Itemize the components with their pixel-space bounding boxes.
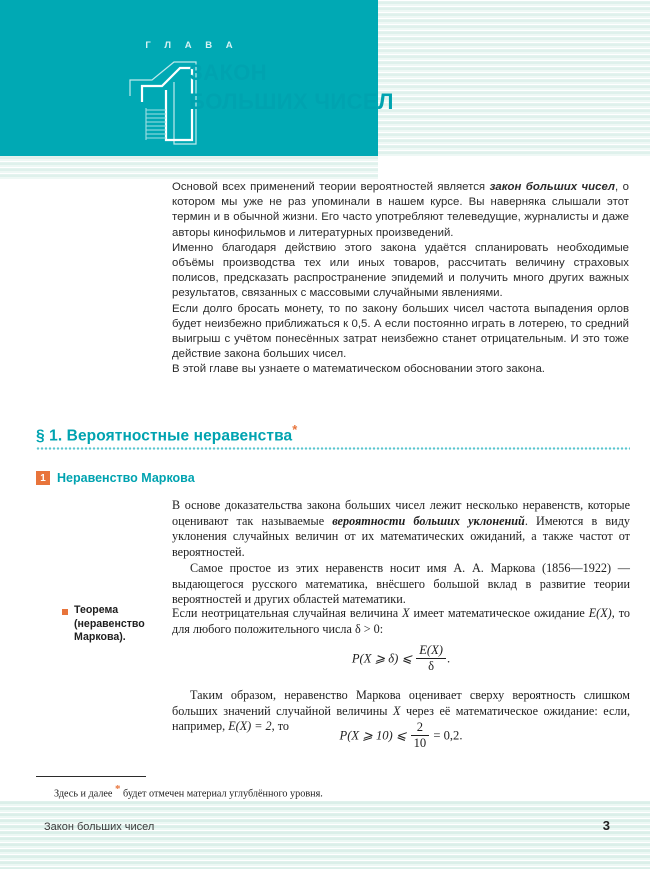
formula-2-numerator: 2 [411, 721, 430, 736]
header-stripe-lower-left [0, 155, 378, 179]
paragraph-markov-biography [172, 561, 630, 608]
footer-chapter-title: Закон больших чисел [44, 821, 155, 833]
paragraph-proof-basis [172, 498, 630, 560]
formula-markov-inequality [172, 645, 630, 674]
formula-1-lhs: P(X ⩾ δ) ⩽ [351, 651, 416, 666]
proof-emphasis: вероятности больших уклонений [332, 513, 525, 528]
theorem-label-text [74, 604, 145, 645]
intro-p1-emphasis: закон больших чисел [489, 181, 616, 193]
proof-part2: . Имеются в виду уклонения случайных величин от их математических ожиданий, а также частот от вероятностей. [172, 513, 631, 559]
paragraph-theorem-statement [172, 606, 630, 637]
thus-part2: через её математическое ожидание: если, например, [172, 703, 631, 734]
formula-markov-example [172, 722, 630, 751]
section-dotted-divider [36, 447, 630, 450]
theorem-margin-label [62, 604, 166, 645]
footnote-asterisk-icon: * [115, 783, 121, 795]
page-title [189, 58, 394, 116]
intro-paragraph-1 [172, 180, 629, 241]
theorem-part1: Если неотрицательная случайная величина [172, 606, 403, 620]
formula-1-fraction [416, 644, 446, 673]
proof-part1: В основе доказательства закона больших чисел лежит несколько неравенств, которые оценивают так называемые [172, 498, 630, 528]
thus-part3: , то [271, 719, 289, 734]
page-footer [0, 800, 650, 869]
subsection-number-badge: 1 [36, 471, 50, 485]
markov-bio-text: Самое простое из этих неравенств носит имя А. А. Маркова (1856—1922) — выдающегося русского математика, внёсшего большой вклад в развитие теории вероятностей и других областей математики. [172, 561, 630, 607]
footnote-before-star: Здесь и далее [54, 788, 115, 800]
theorem-expectation: E(X) [588, 606, 612, 620]
title-line-2: БОЛЬШИХ ЧИСЕЛ [189, 89, 394, 114]
formula-1-numerator: E(X) [416, 644, 446, 659]
footnote-text [54, 782, 614, 801]
intro-paragraph-4: В этой главе вы узнаете о математическом обосновании этого закона. [172, 363, 545, 376]
title-line-1: ЗАКОН [189, 60, 268, 85]
formula-2-lhs: P(X ⩾ 10) ⩽ [339, 728, 410, 743]
chapter-header [0, 0, 650, 178]
section-heading-asterisk: * [292, 422, 298, 437]
intro-text-block [172, 180, 629, 378]
thus-expectation-value: E(X) = 2 [228, 719, 272, 734]
intro-paragraph-3: Если долго бросать монету, то по закону больших чисел частота выпадения орлов будет неизбежно приближаться к 0,5. А если постоянно играть в лотерею, то средний выигрыш с учётом понесённых затрат неизбежно станет отрицательным. И это тоже действие закона больших чисел. [172, 302, 629, 361]
theorem-part3: , то для любого положительного числа δ > 0: [172, 606, 630, 636]
theorem-label-line-2: (неравенство [74, 617, 145, 630]
thus-part1: Таким образом, неравенство Маркова оценивает сверху вероятность слишком больших значений случайной величины [172, 688, 630, 718]
footer-page-number: 3 [602, 818, 610, 833]
theorem-label-line-3: Маркова). [74, 631, 126, 644]
section-heading-text: § 1. Вероятностные неравенства [36, 427, 293, 445]
footnote-after-star: будет отмечен материал углублённого уровня. [120, 788, 323, 800]
formula-1-tail: . [446, 651, 451, 666]
theorem-variable-x: X [402, 606, 410, 620]
chapter-word-label: Г Л А В А [145, 40, 239, 51]
formula-2-denominator: 10 [413, 736, 427, 750]
formula-1-denominator: δ [428, 659, 435, 673]
section-heading [36, 422, 630, 445]
theorem-label-line-1: Теорема [74, 604, 119, 616]
square-bullet-icon [62, 609, 68, 615]
thus-variable-x: X [393, 703, 401, 718]
footnote-divider [36, 776, 146, 777]
formula-2-tail: = 0,2. [430, 728, 463, 743]
intro-p1-part1: Основой всех применений теории вероятностей является [172, 181, 490, 193]
intro-p1-part2: , о котором мы уже не раз упоминали в нашем курсе. Вы наверняка слышали этот термин и в обычной жизни. Его часто употребляют телеведущие, журналисты и даже авторы кинофильмов и литературных произведений. [172, 181, 629, 239]
formula-2-fraction [411, 721, 430, 750]
intro-paragraph-2: Именно благодаря действию этого закона удаётся спланировать необходимые объёмы производства тех или иных товаров, рассчитать величину страховых полисов, предсказать распространение эпидемий и получить много других важных результатов, связанных с массовыми случайными явлениями. [172, 241, 629, 300]
subsection-title: Неравенство Маркова [57, 471, 195, 485]
subsection-heading [36, 471, 195, 485]
theorem-part2: имеет математическое ожидание [409, 606, 589, 620]
